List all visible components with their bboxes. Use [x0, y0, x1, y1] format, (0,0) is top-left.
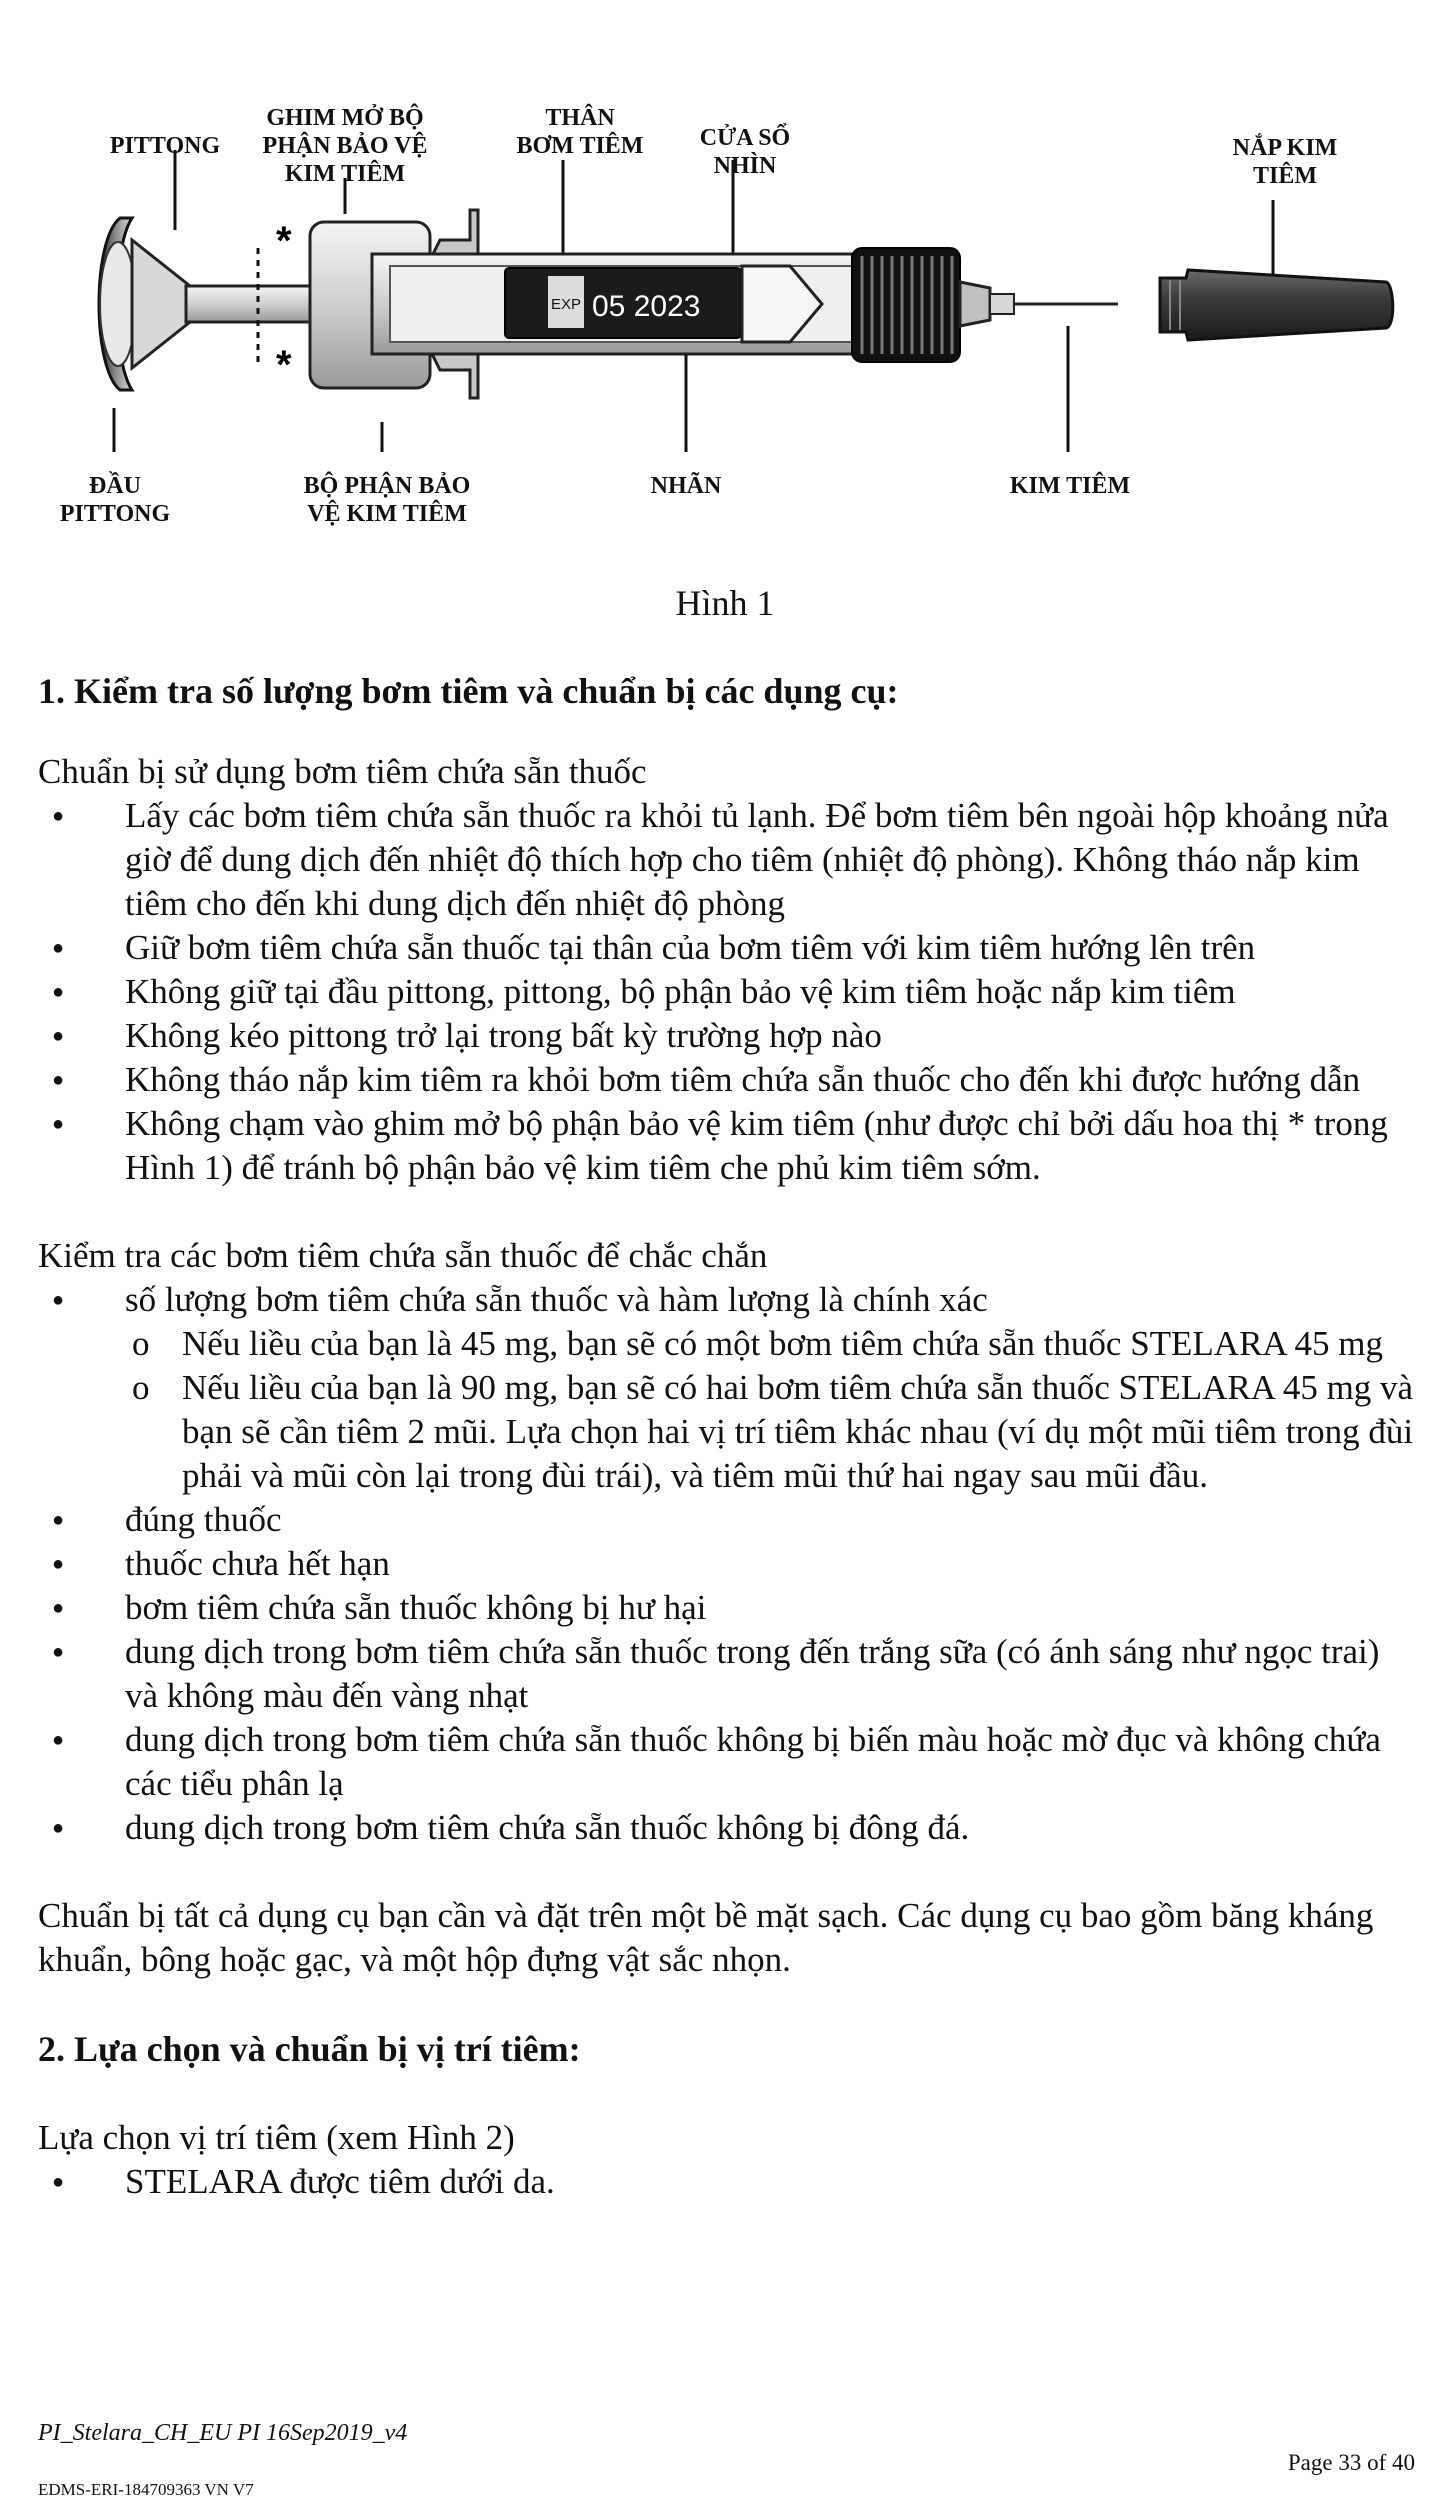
list-item: ● Không kéo pittong trở lại trong bất kỳ trường hợp nào	[38, 1014, 1418, 1058]
list-item: ● dung dịch trong bơm tiêm chứa sẵn thuốc không bị biến màu hoặc mờ đục và không chứa các tiểu phân lạ	[38, 1718, 1418, 1806]
label-bo-phan-bao-ve-kim-tiem: BỘ PHẬN BẢO VỆ KIM TIÊM	[303, 473, 471, 527]
footer-document-name: PI_Stelara_CH_EU PI 16Sep2019_v4	[38, 2420, 408, 2446]
exp-date-text: 05 2023	[592, 290, 701, 323]
footer-edms-code: EDMS-ERI-184709363 VN V7	[38, 2480, 254, 2499]
list-item: ● dung dịch trong bơm tiêm chứa sẵn thuốc không bị đông đá.	[38, 1806, 1418, 1850]
list-item: ● đúng thuốc	[38, 1498, 1418, 1542]
label-nap-kim-tiem: NẮP KIM TIÊM	[1232, 135, 1338, 189]
check-intro: Kiểm tra các bơm tiêm chứa sẵn thuốc để chắc chắn	[38, 1236, 768, 1275]
section-2-title: 2. Lựa chọn và chuẩn bị vị trí tiêm:	[38, 2029, 581, 2069]
injection-site-list	[38, 2160, 1418, 2204]
prep-list	[38, 794, 1418, 1190]
check-list	[38, 1278, 1418, 1322]
label-pittong: PITTONG	[109, 133, 221, 159]
sub-list-item: o Nếu liều của bạn là 45 mg, bạn sẽ có một bơm tiêm chứa sẵn thuốc STELARA 45 mg	[38, 1322, 1418, 1366]
label-cua-so-nhin: CỬA SỔ NHÌN	[699, 125, 791, 179]
list-item: ● Không giữ tại đầu pittong, pittong, bộ phận bảo vệ kim tiêm hoặc nắp kim tiêm	[38, 970, 1418, 1014]
prep-intro: Chuẩn bị sử dụng bơm tiêm chứa sẵn thuốc	[38, 752, 647, 791]
asterisk-top: *	[276, 219, 292, 263]
list-item: ● thuốc chưa hết hạn	[38, 1542, 1418, 1586]
supplies-paragraph: Chuẩn bị tất cả dụng cụ bạn cần và đặt trên một bề mặt sạch. Các dụng cụ bao gồm băng kháng khuẩn, bông hoặc gạc, và một hộp đựng vật sắc nhọn.	[38, 1896, 1374, 1979]
document-body	[38, 668, 1418, 2204]
check-list-rest	[38, 1498, 1418, 1850]
label-nhan: NHÃN	[650, 473, 722, 499]
label-than-bom-tiem: THÂN BƠM TIÊM	[516, 105, 644, 159]
asterisk-bottom: *	[276, 343, 292, 387]
list-item: ● dung dịch trong bơm tiêm chứa sẵn thuốc trong đến trắng sữa (có ánh sáng như ngọc trai) và không màu đến vàng nhạt	[38, 1630, 1418, 1718]
sub-list-item: o Nếu liều của bạn là 90 mg, bạn sẽ có hai bơm tiêm chứa sẵn thuốc STELARA 45 mg và bạn sẽ cần tiêm 2 mũi. Lựa chọn hai vị trí tiêm khác nhau (ví dụ một mũi tiêm trong đùi phải và mũi còn lại trong đùi trái), và tiêm mũi thứ hai ngay sau mũi đầu.	[38, 1366, 1418, 1498]
list-item: ● bơm tiêm chứa sẵn thuốc không bị hư hại	[38, 1586, 1418, 1630]
exp-text: EXP	[551, 296, 582, 313]
section-1-title: 1. Kiểm tra số lượng bơm tiêm và chuẩn bị các dụng cụ:	[38, 671, 899, 711]
page-number: Page 33 of 40	[1287, 2450, 1415, 2475]
check-sublist	[38, 1322, 1418, 1498]
label-dau-pittong: ĐẦU PITTONG	[59, 473, 171, 527]
list-item: ● STELARA được tiêm dưới da.	[38, 2160, 1418, 2204]
label-kim-tiem: KIM TIÊM	[1009, 473, 1131, 499]
list-item: ● số lượng bơm tiêm chứa sẵn thuốc và hàm lượng là chính xác	[38, 1278, 1418, 1322]
list-item: ● Không tháo nắp kim tiêm ra khỏi bơm tiêm chứa sẵn thuốc cho đến khi được hướng dẫn	[38, 1058, 1418, 1102]
injection-site-intro: Lựa chọn vị trí tiêm (xem Hình 2)	[38, 2118, 515, 2157]
figure-caption: Hình 1	[675, 583, 775, 623]
list-item: ● Không chạm vào ghim mở bộ phận bảo vệ kim tiêm (như được chỉ bởi dấu hoa thị * trong Hình 1) để tránh bộ phận bảo vệ kim tiêm che phủ kim tiêm sớm.	[38, 1102, 1418, 1190]
list-item: ● Lấy các bơm tiêm chứa sẵn thuốc ra khỏi tủ lạnh. Để bơm tiêm bên ngoài hộp khoảng nửa giờ để dung dịch đến nhiệt độ thích hợp cho tiêm (nhiệt độ phòng). Không tháo nắp kim tiêm cho đến khi dung dịch đến nhiệt độ phòng	[38, 794, 1418, 926]
list-item: ● Giữ bơm tiêm chứa sẵn thuốc tại thân của bơm tiêm với kim tiêm hướng lên trên	[38, 926, 1418, 970]
syringe-figure	[0, 90, 1450, 550]
label-ghim-mo-bo-phan-bao-ve: GHIM MỞ BỘ PHẬN BẢO VỆ KIM TIÊM	[262, 105, 428, 187]
